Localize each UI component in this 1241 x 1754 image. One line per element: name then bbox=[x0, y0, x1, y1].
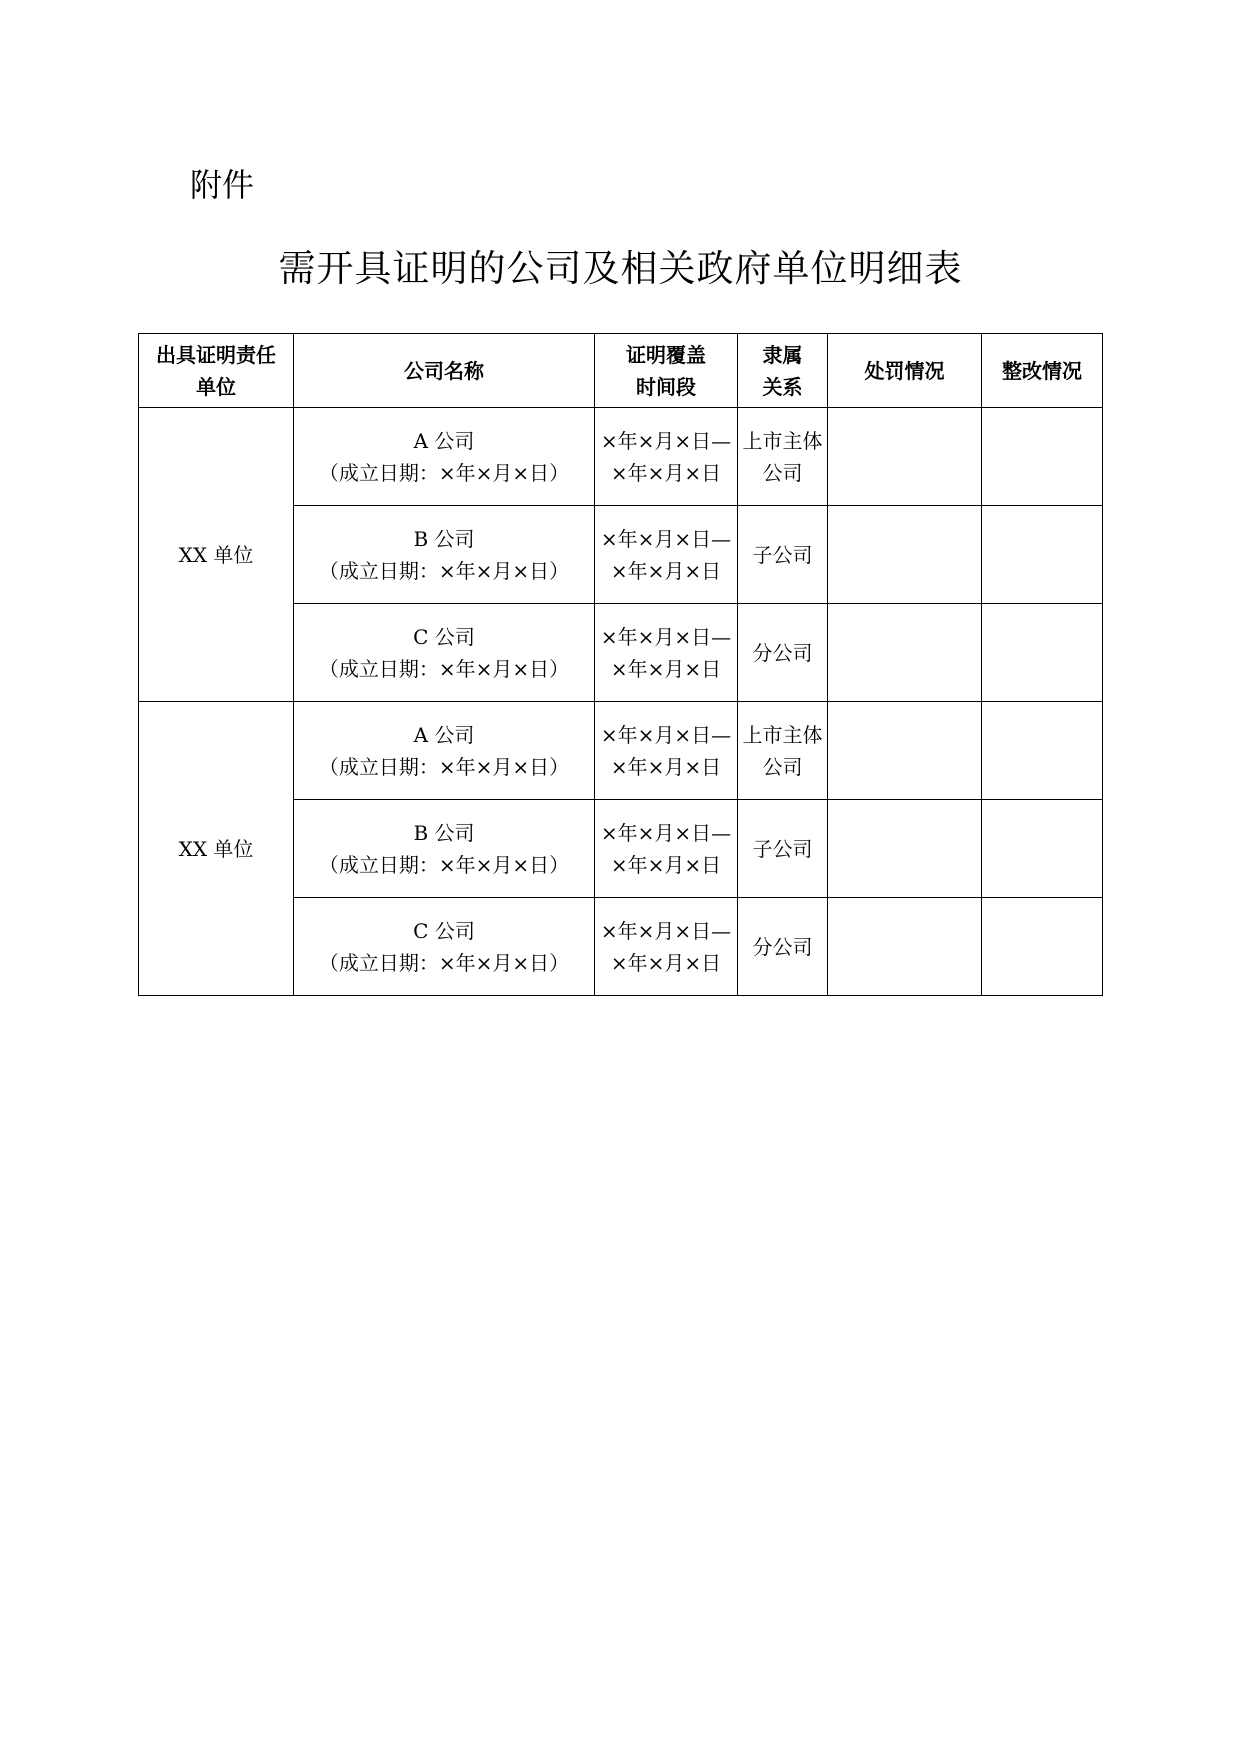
relation-cell: 子公司 bbox=[738, 506, 828, 604]
relation-cell: 上市主体公司 bbox=[738, 408, 828, 506]
period-cell: ×年×月×日—×年×月×日 bbox=[595, 408, 738, 506]
header-company: 公司名称 bbox=[294, 334, 595, 408]
relation-cell: 上市主体公司 bbox=[738, 702, 828, 800]
company-name: B 公司 bbox=[413, 526, 475, 551]
penalty-cell bbox=[828, 898, 982, 996]
rectification-cell bbox=[982, 506, 1103, 604]
rectification-cell bbox=[982, 408, 1103, 506]
company-name: C 公司 bbox=[413, 918, 475, 943]
company-cell bbox=[294, 898, 595, 996]
company-name: A 公司 bbox=[413, 428, 475, 453]
rectification-cell bbox=[982, 898, 1103, 996]
founded-date: （成立日期：×年×月×日） bbox=[318, 852, 570, 877]
unit-cell: XX 单位 bbox=[139, 408, 294, 702]
founded-date: （成立日期：×年×月×日） bbox=[318, 656, 570, 681]
penalty-cell bbox=[828, 702, 982, 800]
period-cell: ×年×月×日—×年×月×日 bbox=[595, 506, 738, 604]
company-name: B 公司 bbox=[413, 820, 475, 845]
company-cell bbox=[294, 408, 595, 506]
rectification-cell bbox=[982, 800, 1103, 898]
company-name: C 公司 bbox=[413, 624, 475, 649]
company-cell bbox=[294, 702, 595, 800]
header-rectification: 整改情况 bbox=[982, 334, 1103, 408]
table-header-row bbox=[139, 334, 1103, 408]
company-cell bbox=[294, 800, 595, 898]
rectification-cell bbox=[982, 702, 1103, 800]
header-unit: 出具证明责任单位 bbox=[139, 334, 294, 408]
founded-date: （成立日期：×年×月×日） bbox=[318, 950, 570, 975]
table-row bbox=[139, 408, 1103, 506]
company-cell bbox=[294, 604, 595, 702]
rectification-cell bbox=[982, 604, 1103, 702]
founded-date: （成立日期：×年×月×日） bbox=[318, 558, 570, 583]
company-cell bbox=[294, 506, 595, 604]
relation-cell: 分公司 bbox=[738, 898, 828, 996]
header-period: 证明覆盖时间段 bbox=[595, 334, 738, 408]
penalty-cell bbox=[828, 800, 982, 898]
company-name: A 公司 bbox=[413, 722, 475, 747]
founded-date: （成立日期：×年×月×日） bbox=[318, 754, 570, 779]
header-relation: 隶属关系 bbox=[738, 334, 828, 408]
header-penalty: 处罚情况 bbox=[828, 334, 982, 408]
unit-cell: XX 单位 bbox=[139, 702, 294, 996]
relation-cell: 分公司 bbox=[738, 604, 828, 702]
penalty-cell bbox=[828, 506, 982, 604]
penalty-cell bbox=[828, 408, 982, 506]
period-cell: ×年×月×日—×年×月×日 bbox=[595, 800, 738, 898]
penalty-cell bbox=[828, 604, 982, 702]
period-cell: ×年×月×日—×年×月×日 bbox=[595, 702, 738, 800]
detail-table bbox=[138, 333, 1103, 996]
relation-cell: 子公司 bbox=[738, 800, 828, 898]
founded-date: （成立日期：×年×月×日） bbox=[318, 460, 570, 485]
table-row bbox=[139, 702, 1103, 800]
attachment-label: 附件 bbox=[190, 166, 255, 204]
period-cell: ×年×月×日—×年×月×日 bbox=[595, 898, 738, 996]
period-cell: ×年×月×日—×年×月×日 bbox=[595, 604, 738, 702]
page-title: 需开具证明的公司及相关政府单位明细表 bbox=[278, 247, 963, 290]
